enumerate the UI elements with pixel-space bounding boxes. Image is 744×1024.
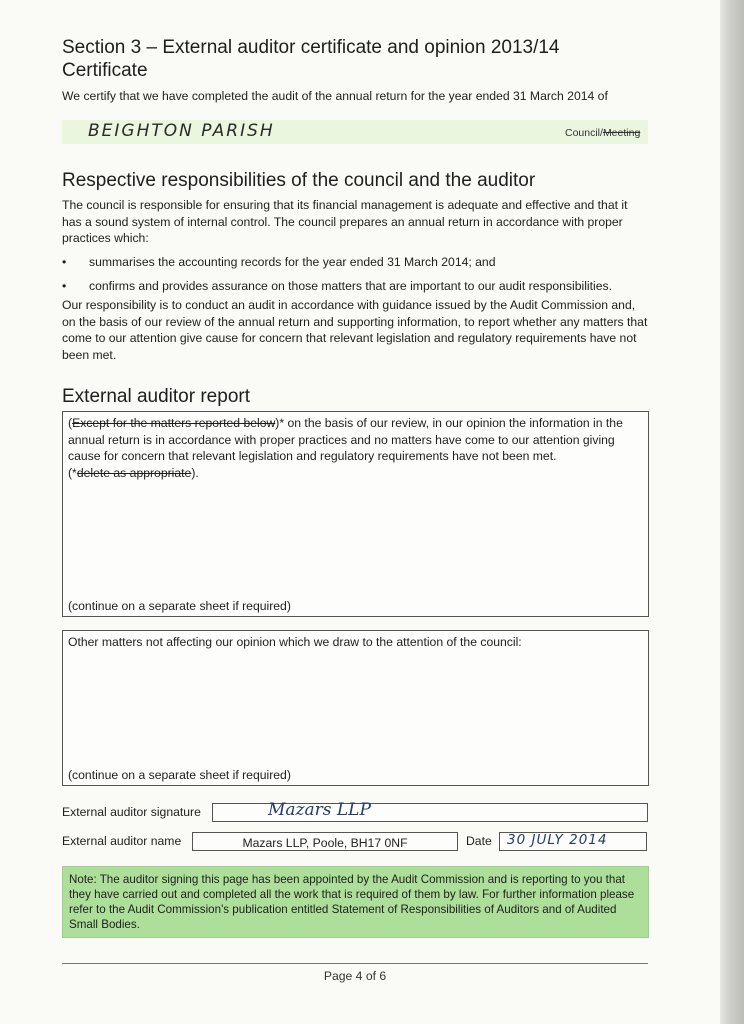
council-label-struck: Meeting <box>602 127 641 139</box>
report-note-prefix: (* <box>68 465 77 480</box>
auditor-name-label: External auditor name <box>62 834 182 848</box>
report-struck-phrase: Except for the matters reported below <box>72 416 276 430</box>
responsibilities-para-2: Our responsibility is to conduct an audit in accordance with guidance issued by the Audit Commission and, on the basis of our review of the annual return and supporting information, to report whether any matters that come to our attention give cause for concern that relevant legislation and regulatory requirements have not been met. <box>62 298 648 362</box>
note-text: Note: The auditor signing this page has been appointed by the Audit Commission and is reporting to you that they have carried out and completed all the work that is required of them by law. For further information please refer to the Audit Commission's publication entitled Statement of Responsibilities of Auditors and of Audited Small Bodies. <box>69 873 635 931</box>
note-box <box>62 866 649 938</box>
auditor-name-value: Mazars LLP, Poole, BH17 0NF <box>242 836 408 850</box>
responsibilities-heading: Respective responsibilities of the council and the auditor <box>62 170 536 191</box>
signature-field[interactable] <box>212 800 648 822</box>
certify-text: We certify that we have completed the audit of the annual return for the year ended 31 March 2014 of <box>62 89 608 103</box>
certificate-heading: Certificate <box>62 60 148 81</box>
report-note-suffix: ). <box>191 465 199 480</box>
council-name-handwritten: BEIGHTON PARISH <box>88 121 275 141</box>
page-number: Page 4 of 6 <box>323 969 387 983</box>
auditor-report-box[interactable] <box>62 411 649 617</box>
bullet-text: confirms and provides assurance on those matters that are important to our audit responsibilities. <box>89 279 612 293</box>
other-matters-box[interactable] <box>62 630 649 786</box>
bullet-dot: • <box>62 255 67 269</box>
bullet-dot: • <box>62 279 67 293</box>
report-note-struck: delete as appropriate <box>76 465 192 480</box>
auditor-name-field[interactable] <box>192 832 458 851</box>
footer-divider <box>62 963 648 964</box>
report-heading: External auditor report <box>62 386 250 407</box>
bullet-text: summarises the accounting records for the year ended 31 March 2014; and <box>89 255 496 269</box>
date-field[interactable] <box>499 832 647 851</box>
continue-note-2: (continue on a separate sheet if required) <box>68 768 291 782</box>
auditor-report-text <box>68 415 640 481</box>
council-label <box>565 127 640 139</box>
council-label-prefix: Council/ <box>565 127 603 139</box>
responsibilities-para-1: The council is responsible for ensuring that its financial management is adequate and effective and that it has a sound system of internal control. The council prepares an annual return in accordance with proper practices which: <box>62 198 628 246</box>
signature-handwritten: Mazars LLP <box>268 800 371 820</box>
other-matters-text: Other matters not affecting our opinion which we draw to the attention of the council: <box>68 635 522 649</box>
date-label: Date <box>466 834 492 848</box>
continue-note: (continue on a separate sheet if required) <box>68 599 291 613</box>
report-opinion: )* on the basis of our review, in our opinion the information in the annual return is in accordance with proper practices and no matters have come to our attention giving cause for concern that relevant legislation and regulatory requirements have not been met. <box>68 416 623 464</box>
report-open-paren: ( <box>68 416 73 430</box>
section-title: Section 3 – External auditor certificate and opinion 2013/14 <box>62 37 560 58</box>
signature-label: External auditor signature <box>62 805 201 819</box>
date-handwritten: 30 JULY 2014 <box>507 832 608 848</box>
page-edge-shadow <box>720 0 744 1024</box>
